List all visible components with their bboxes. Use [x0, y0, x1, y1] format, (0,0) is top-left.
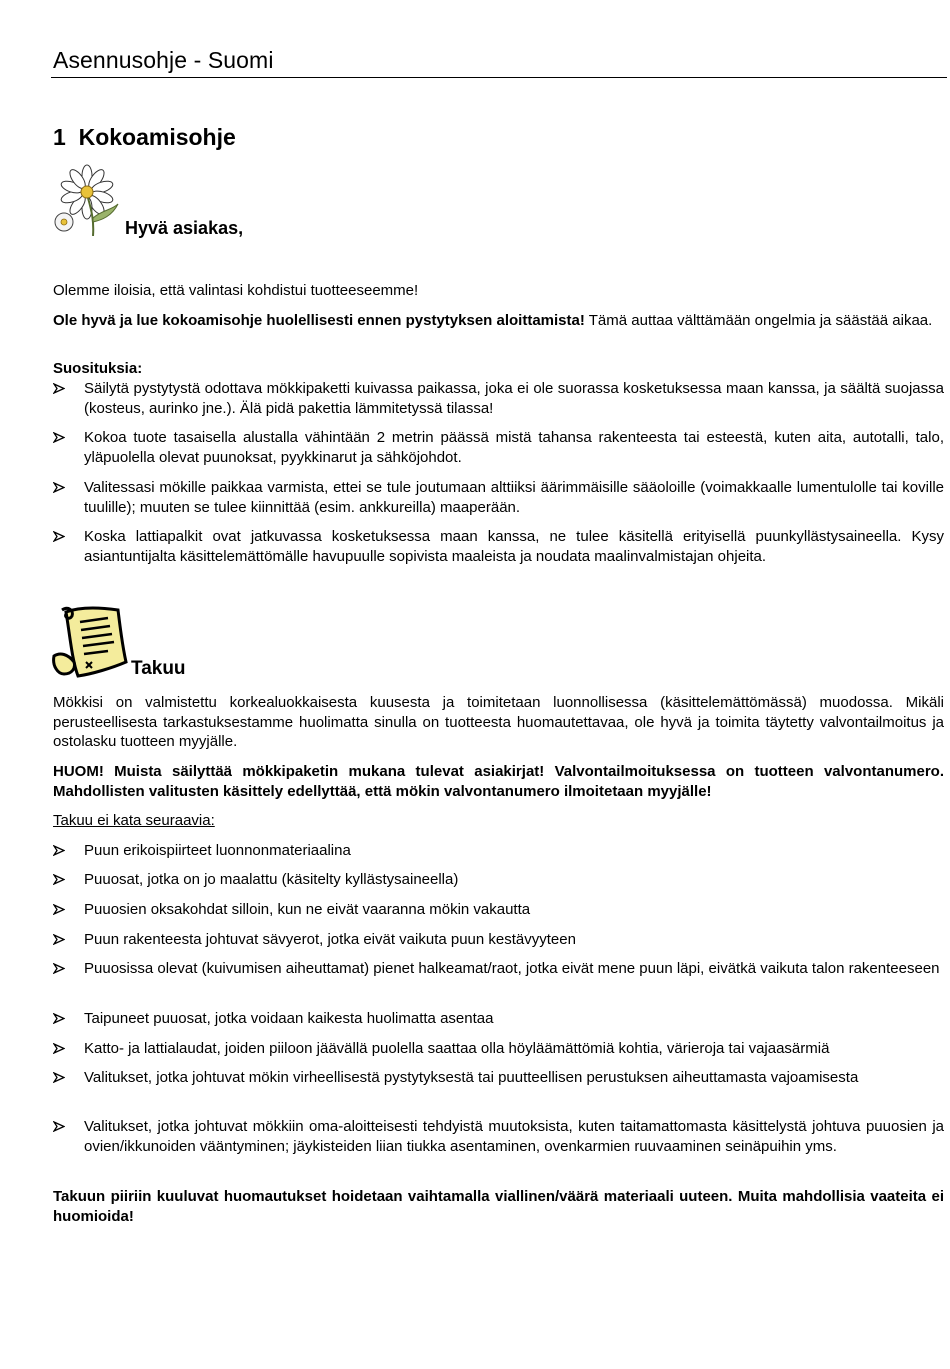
warranty-title: Takuu: [131, 658, 186, 679]
exclusion-item: [53, 841, 944, 861]
exclusion-item: [53, 870, 944, 890]
header-rule: [51, 77, 947, 78]
exclusion-text: Puuosien oksakohdat silloin, kun ne eivät vaaranna mökin vakautta: [84, 901, 531, 918]
exclusion-text: Puuosat, jotka on jo maalattu (käsitelty kyllästysaineella): [84, 871, 459, 888]
exclusion-text: Puun rakenteesta johtuvat sävyerot, jotka eivät vaikuta puun kestävyyteen: [84, 931, 576, 948]
arrow-bullet-icon: [53, 478, 73, 493]
section-title: [53, 124, 236, 151]
recommendations-heading: Suosituksia:: [53, 360, 143, 377]
exclusion-item: [53, 1068, 944, 1088]
arrow-bullet-icon: [53, 1039, 73, 1054]
flower-clipart-icon: [52, 164, 122, 236]
recommendation-text: Kokoa tuote tasaisella alustalla vähintään 2 metrin päässä mistä tahansa rakenteesta tai esteestä, kuten aita, autotalli, talo, yläpuolella olevat puunoksat, pyykkinarut ja sähköjohdot.: [84, 429, 944, 466]
arrow-bullet-icon: [53, 841, 73, 856]
recommendation-text: Koska lattiapalkit ovat jatkuvassa kosketuksessa maan kanssa, ne tulee käsitellä erityisellä puunkyllästysaineella. Kysy asiantuntijalta käsittelemättömälle havupuulle sopivista maaleista ja noudata maalinvalmistajan ohjeita.: [84, 528, 944, 565]
arrow-bullet-icon: [53, 1068, 73, 1083]
arrow-bullet-icon: [53, 930, 73, 945]
exclusion-text: Puun erikoispiirteet luonnonmateriaalina: [84, 842, 351, 859]
recommendation-text: Valitessasi mökille paikkaa varmista, ettei se tule joutumaan alttiiksi äärimmäisille sääoloille (voimakkaalle lumentulolle tai koville tuulille); muuten se tulee kiinnittää (esim. ankkureilla) maaperään.: [84, 479, 944, 516]
exclusion-text: Valitukset, jotka johtuvat mökkiin oma-aloitteisesti tehdyistä muutoksista, kuten taitamattomasta käsittelystä johtuva puuosien ja ovien/ikkunoiden vääntyminen; jäykisteiden liian tiukka asentaminen, ovenkarmien ruuvaaminen seinäpuihin yms.: [84, 1118, 944, 1155]
recommendation-item: [53, 478, 944, 517]
exclusions-heading: Takuu ei kata seuraavia:: [53, 812, 215, 829]
exclusion-item: [53, 1117, 944, 1156]
recommendation-item: [53, 379, 944, 418]
arrow-bullet-icon: [53, 527, 73, 542]
arrow-bullet-icon: [53, 1009, 73, 1024]
arrow-bullet-icon: [53, 900, 73, 915]
read-notice-bold: Ole hyvä ja lue kokoamisohje huolellisesti ennen pystytyksen aloittamista!: [53, 312, 585, 329]
header-title: Asennusohje - Suomi: [53, 47, 274, 73]
arrow-bullet-icon: [53, 959, 73, 974]
arrow-bullet-icon: [53, 870, 73, 885]
exclusion-item: [53, 959, 944, 979]
exclusion-text: Puuosissa olevat (kuivumisen aiheuttamat) pienet halkeamat/raot, jotka eivät mene puun läpi, eivätkä vaikuta talon rakenteeseen: [84, 960, 940, 977]
exclusion-text: Valitukset, jotka johtuvat mökin virheellisestä pystytyksestä tai puutteellisen perustuksen aiheuttamasta vajoamisesta: [84, 1069, 859, 1086]
exclusion-item: [53, 930, 944, 950]
arrow-bullet-icon: [53, 379, 73, 394]
recommendation-item: [53, 527, 944, 566]
exclusion-item: [53, 1039, 944, 1059]
read-notice-normal: Tämä auttaa välttämään ongelmia ja säästää aikaa.: [584, 312, 933, 329]
arrow-bullet-icon: [53, 428, 73, 443]
exclusion-item: [53, 1009, 944, 1029]
warranty-closing: Takuun piiriin kuuluvat huomautukset hoidetaan vaihtamalla viallinen/väärä materiaali uuteen. Muita mahdollisia vaateita ei huomioida!: [53, 1188, 944, 1225]
section-title-text: Kokoamisohje: [78, 124, 236, 150]
greeting: Hyvä asiakas,: [125, 218, 244, 238]
read-notice: [53, 311, 944, 331]
exclusion-item: [53, 900, 944, 920]
exclusion-text: Taipuneet puuosat, jotka voidaan kaikesta huolimatta asentaa: [84, 1010, 494, 1027]
section-number: 1: [53, 124, 66, 150]
warranty-notice: HUOM! Muista säilyttää mökkipaketin mukana tulevat asiakirjat! Valvontailmoituksessa on tuotteen valvontanumero. Mahdollisten valitusten käsittely edellyttää, että mökin valvontanumero ilmoitetaan myyjälle!: [53, 763, 944, 800]
intro-text: Olemme iloisia, että valintasi kohdistui tuotteeseemme!: [53, 282, 419, 299]
arrow-bullet-icon: [53, 1117, 73, 1132]
exclusion-text: Katto- ja lattialaudat, joiden piiloon jäävällä puolella saattaa olla höyläämättömiä kohtia, värieroja tai vajaasärmiä: [84, 1040, 830, 1057]
recommendation-item: [53, 428, 944, 467]
warranty-paragraph: Mökkisi on valmistettu korkealuokkaisesta kuusesta ja toimitetaan luonnollisessa (käsittelemättömässä) muodossa. Mikäli perusteellisesta tarkastuksestamme huolimatta sinulla on tuotteesta huomautettavaa, ole hyvä ja toimita täytetty valvontailmoitus ja ostolasku tuotteen myyjälle.: [53, 694, 944, 751]
document-scroll-icon: [52, 604, 130, 678]
recommendation-text: Säilytä pystytystä odottava mökkipaketti kuivassa paikassa, joka ei ole suorassa kosketuksessa maan kanssa, ja säältä suojassa (kosteus, aurinko jne.). Älä pidä pakettia lämmitetyssä tilassa!: [84, 380, 944, 417]
